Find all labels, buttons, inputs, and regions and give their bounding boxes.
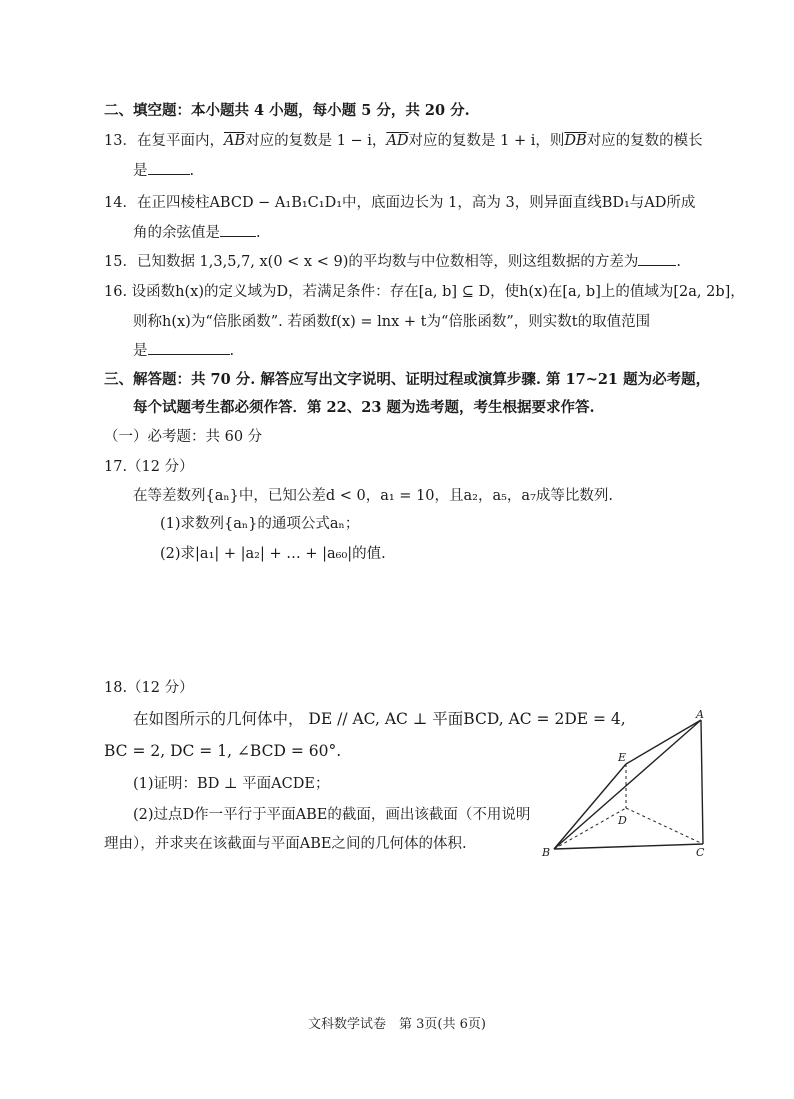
question-17-stem: 在等差数列{aₙ}中，已知公差d < 0，a₁ = 10，且a₂，a₅，a₇成等比数列. [133, 488, 613, 504]
q13-text-b: 对应的复数是 1 − i， [245, 133, 387, 149]
question-17-header: 17.（12 分） [104, 459, 194, 475]
question-18-part1: (1)证明：BD ⊥ 平面ACDE； [133, 776, 330, 792]
question-18-part2-line1: (2)过点D作一平行于平面ABE的截面，画出该截面（不用说明 [133, 807, 531, 823]
section2-heading: 二、填空题：本小题共 4 小题，每小题 5 分，共 20 分. [104, 102, 470, 119]
question-15-line1 [104, 251, 681, 272]
question-16-line1: 16. 设函数h(x)的定义域为D，若满足条件：存在[a, b] ⊆ D，使h(x)在[a, b]上的值域为[2a, 2b]， [104, 284, 745, 300]
section3-heading-line1: 三、解答题：共 70 分. 解答应写出文字说明、证明过程或演算步骤. 第 17~21 题为必考题， [104, 371, 711, 388]
label-d: D [618, 814, 627, 827]
question-14-line1: 14．在正四棱柱ABCD − A₁B₁C₁D₁中，底面边长为 1，高为 3，则异面直线BD₁与AD所成 [104, 195, 696, 211]
q14-line2-end: . [256, 225, 261, 241]
question-18-stem-line1: 在如图所示的几何体中， DE // AC, AC ⊥ 平面BCD, AC = 2DE = 4, [133, 710, 626, 728]
label-c: C [696, 846, 705, 859]
edge-ea [626, 720, 701, 764]
q13-text-d: 对应的复数的模长 [586, 133, 703, 149]
question-13-line1 [104, 131, 703, 151]
q16-line3-end: . [229, 343, 235, 359]
q13-text-c: 对应的复数是 1 + i，则 [408, 133, 565, 149]
section3-subheading: （一）必考题：共 60 分 [104, 429, 263, 445]
vector-ab: $\overline{AB}$ [223, 133, 246, 149]
vector-ad: $\overline{AD}$ [386, 133, 409, 149]
question-16-line3 [133, 340, 234, 361]
q14-line2-text: 角的余弦值是 [133, 225, 220, 241]
question-18-stem-line2: BC = 2, DC = 1, ∠BCD = 60°. [104, 742, 342, 760]
question-16-line2: 则称h(x)为“倍胀函数”. 若函数f(x) = lnx + t为“倍胀函数”，则实数t的取值范围 [133, 314, 651, 330]
q13-line2-end: . [189, 163, 195, 179]
question-17-part2: (2)求|a₁| + |a₂| + … + |a₆₀|的值. [160, 546, 386, 562]
question-18-part2-line2: 理由），并求夹在该截面与平面ABE之间的几何体的体积. [104, 836, 467, 852]
edge-bd-hidden [554, 808, 626, 849]
label-e: E [618, 751, 627, 764]
edge-ba [554, 720, 701, 849]
answer-blank-15 [638, 251, 676, 266]
label-b: B [542, 846, 551, 859]
question-13-line2 [133, 160, 194, 181]
edge-dc-hidden [626, 808, 703, 844]
geometry-figure [536, 704, 722, 860]
q16-line3-text: 是 [133, 343, 148, 359]
vector-db: $\overline{DB}$ [564, 133, 587, 149]
question-18-header: 18.（12 分） [104, 680, 194, 696]
answer-blank-16 [148, 340, 230, 355]
q15-text: 15．已知数据 1,3,5,7, x(0 < x < 9)的平均数与中位数相等，则这组数据的方差为 [104, 254, 639, 270]
answer-blank-13 [148, 160, 190, 175]
q15-line-end: . [676, 254, 681, 270]
question-14-line2 [133, 222, 261, 243]
page-footer: 文科数学试卷 第 3页(共 6页) [308, 1017, 486, 1032]
section3-heading-line2: 每个试题考生都必须作答．第 22、23 题为选考题，考生根据要求作答. [133, 399, 595, 416]
edge-ac [701, 720, 703, 844]
edge-bc [554, 844, 703, 849]
question-17-part1: (1)求数列{aₙ}的通项公式aₙ； [160, 516, 360, 532]
q13-text-a: 13．在复平面内， [104, 133, 224, 149]
answer-blank-14 [220, 222, 256, 237]
q13-line2-text: 是 [133, 163, 148, 179]
edge-be [554, 764, 626, 849]
label-a: A [696, 708, 704, 721]
